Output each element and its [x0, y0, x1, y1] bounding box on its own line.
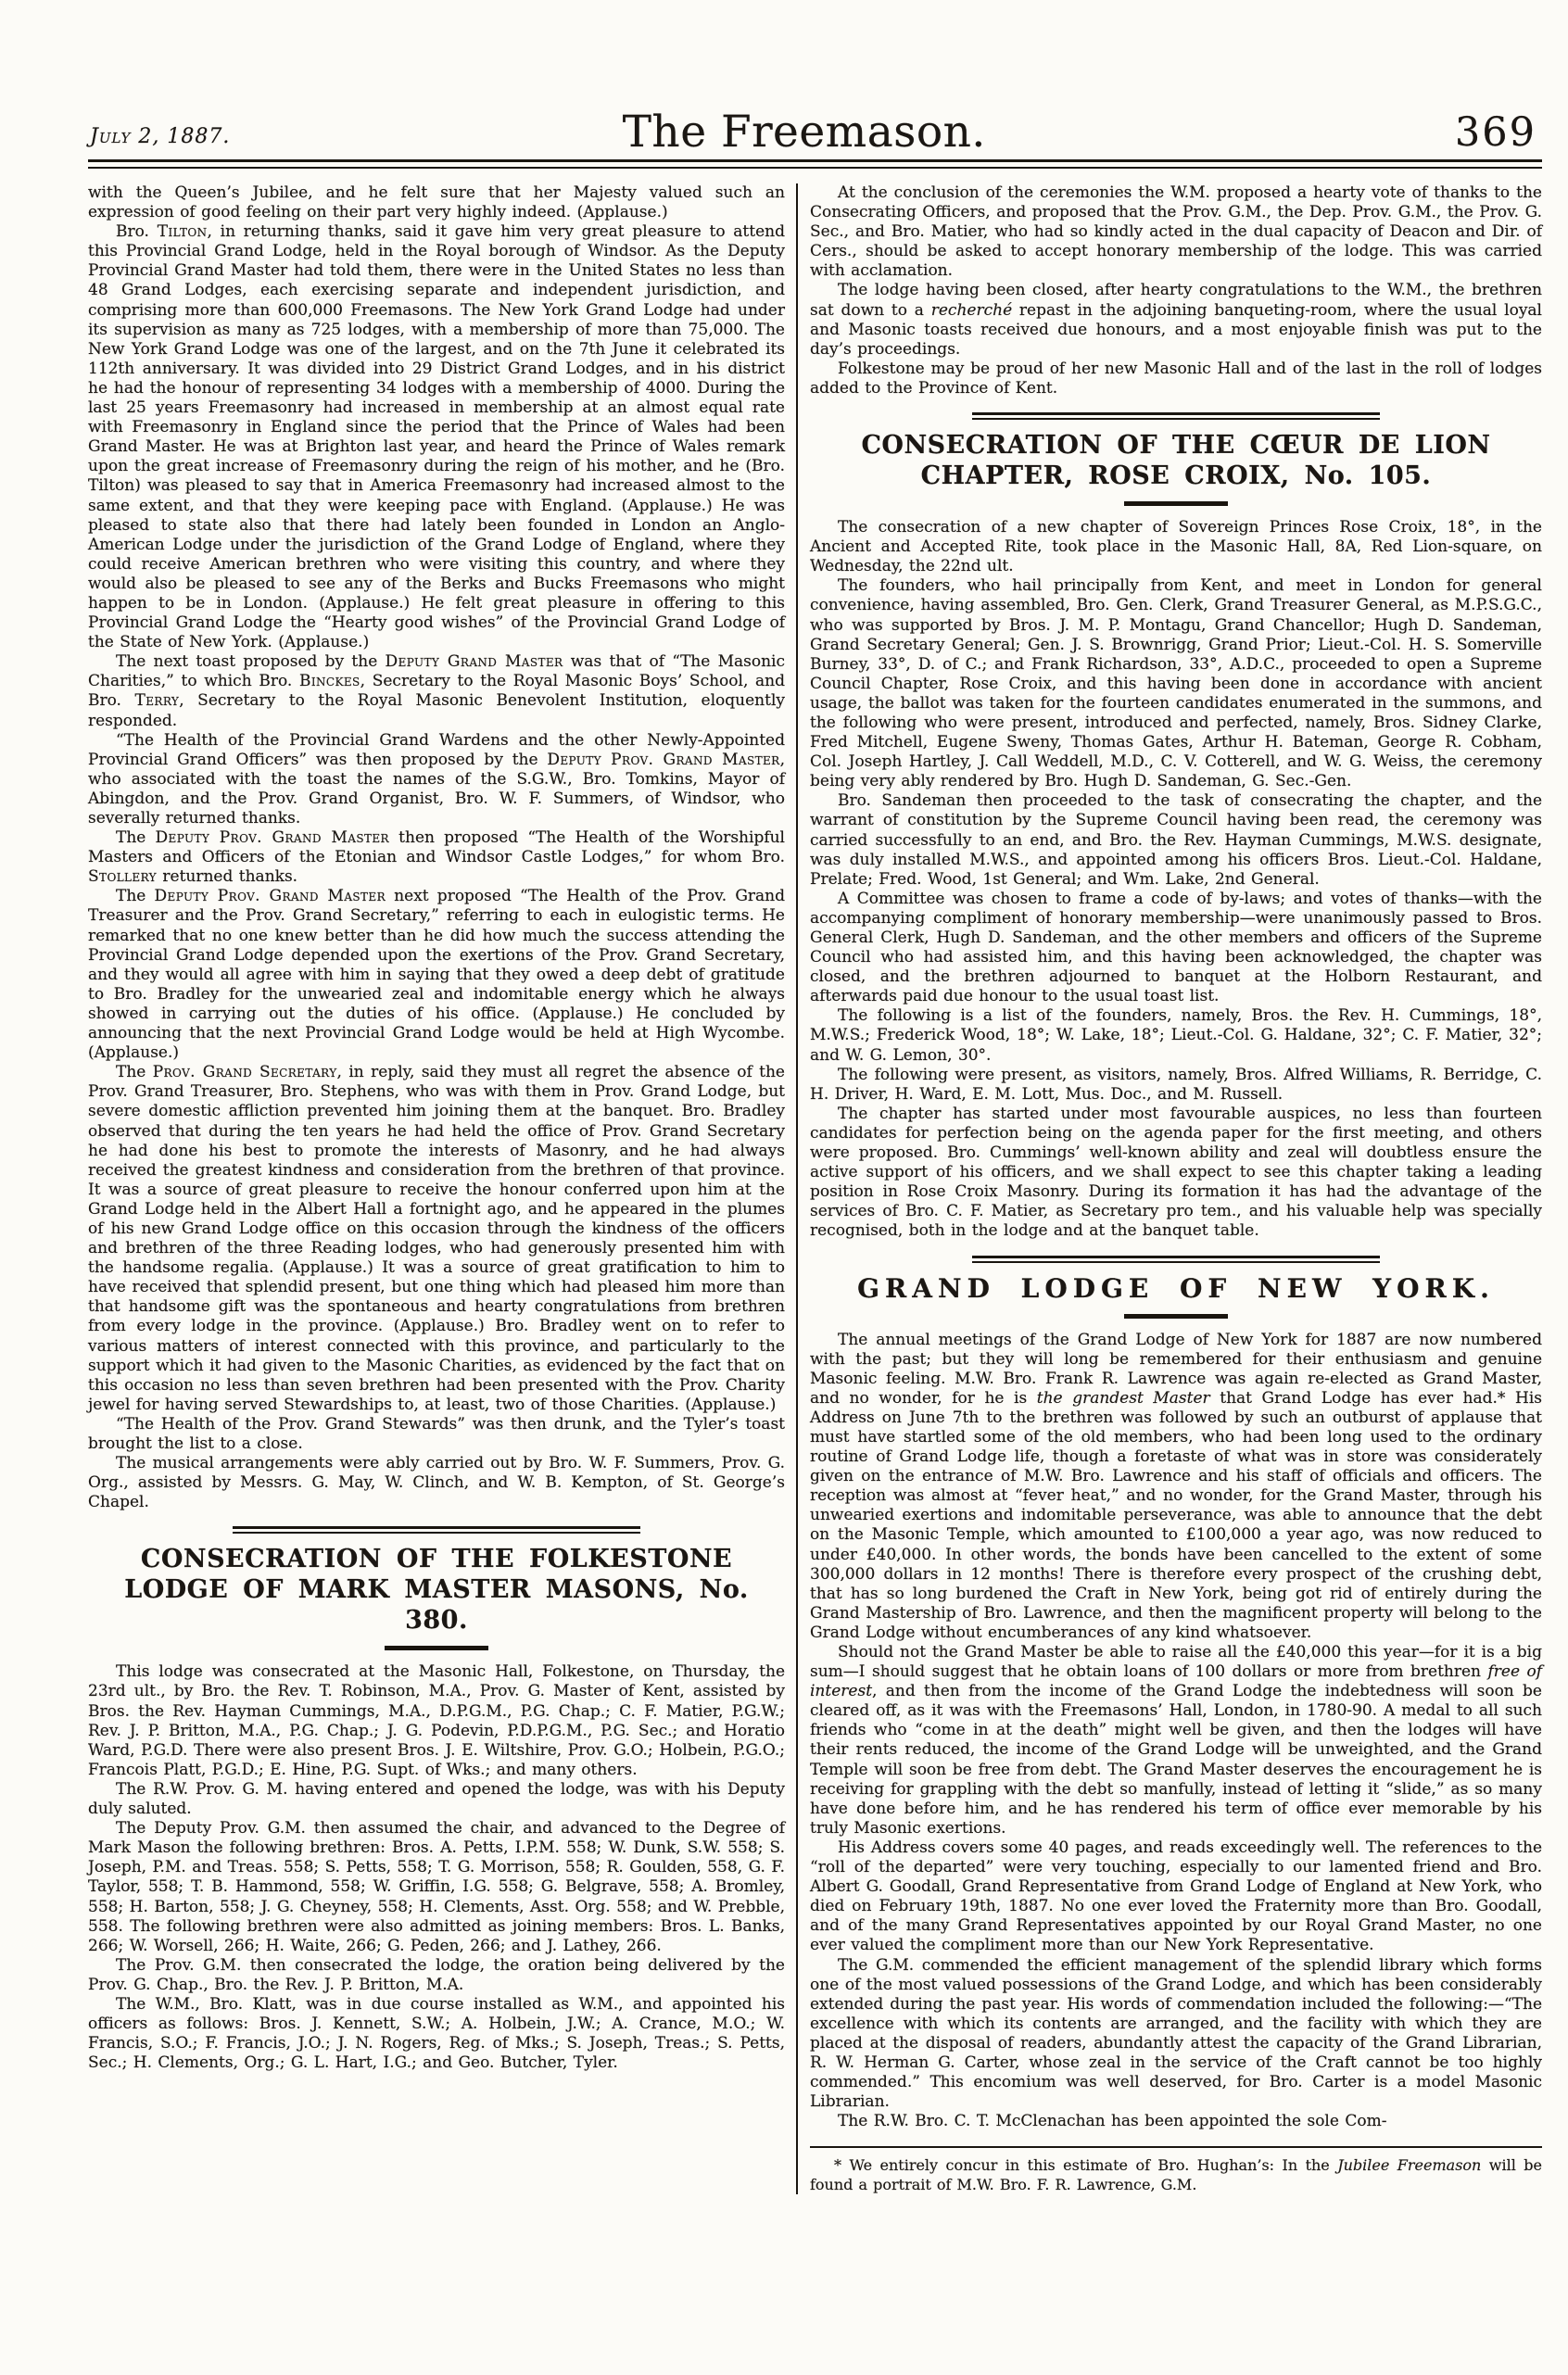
right-column	[810, 183, 1542, 2194]
footnote-section	[810, 2146, 1542, 2194]
column-divider	[796, 183, 798, 2194]
page-number: 369	[1454, 109, 1536, 156]
paragraph: The founders, who hail principally from Kent, and meet in London for general convenience, having assembled, Bro. Gen. Clerk, Grand Treasurer General, as M.P.S.G.C., who was supported by Bros. J. M. P. Montagu, Grand Chancellor; Hugh D. Sandeman, Grand Secretary General; Gen. J. S. Brownrigg, Grand Prior; Lieut.-Col. H. S. Somerville Burney, 33°, D. of C.; and Frank Richardson, 33°, A.D.C., proceeded to open a Supreme Council Chapter, Rose Croix, and this having been done in accordance with ancient usage, the ballot was taken for the fourteen candidates enumerated in the summons, and the following who were present, introduced and perfected, namely, Bros. Sidney Clarke, Fred Mitchell, Eugene Sweny, Thomas Gates, Arthur H. Bateman, George R. Cobham, Col. Joseph Hartley, J. Call Weddell, M.D., C. V. Cotterell, and W. G. Weiss, the ceremony being very ably rendered by Bro. Hugh D. Sandeman, G. Sec.-Gen.	[810, 576, 1542, 791]
paragraph: Folkestone may be proud of her new Masonic Hall and of the last in the roll of lodges added to the Province of Kent.	[810, 359, 1542, 398]
paragraph: The consecration of a new chapter of Sovereign Princes Rose Croix, 18°, in the Ancient and Accepted Rite, took place in the Masonic Hall, 8A, Red Lion-square, on Wednesday, the 22nd ult.	[810, 518, 1542, 576]
paragraph: Should not the Grand Master be able to raise all the £40,000 this year—for it is a big sum—I should suggest that he obtain loans of 100 dollars or more from brethren free of interest, and then from the income of the Grand Lodge the indebtedness will soon be cleared off, as it was with the Freemasons’ Hall, London, in 1780-90. A medal to all such friends who “come in at the death” might well be given, and then the lodges will have their rents reduced, the income of the Grand Lodge will be unweighted, and the Grand Temple will soon be free from debt. The Grand Master deserves the encouragement he is receiving for grappling with the debt so manfully, instead of letting it “slide,” as so many have done before him, and he has rendered his term of office ever memorable by his truly Masonic exertions.	[810, 1643, 1542, 1838]
article-divider	[233, 1526, 640, 1534]
paragraph: The Deputy Prov. G.M. then assumed the chair, and advanced to the Degree of Mark Mason the following brethren: Bros. A. Petts, I.P.M. 558; W. Dunk, S.W. 558; S. Joseph, P.M. and Treas. 558; S. Petts, 558; T. G. Morrison, 558; R. Goulden, 558, G. F. Taylor, 558; T. B. Hammond, 558; W. Griffin, I.G. 558; G. Belgrave, 558; A. Bromley, 558; H. Barton, 558; J. G. Cheyney, 558; H. Clements, Asst. Org. 558; and W. Prebble, 558. The following brethren were also admitted as joining members: Bros. L. Banks, 266; W. Worsell, 266; H. Waite, 266; G. Peden, 266; and J. Lathey, 266.	[88, 1819, 785, 1955]
paragraph: “The Health of the Prov. Grand Stewards” was then drunk, and the Tyler’s toast brought the list to a close.	[88, 1414, 785, 1453]
paragraph: The R.W. Prov. G. M. having entered and opened the lodge, was with his Deputy duly saluted.	[88, 1779, 785, 1819]
coeur-de-lion-article	[810, 518, 1542, 1241]
paragraph: This lodge was consecrated at the Masonic Hall, Folkestone, on Thursday, the 23rd ult., by Bro. the Rev. T. Robinson, M.A., Prov. G. Master of Kent, assisted by Bros. the Rev. Hayman Cummings, M.A., D.P.G.M., P.G. Chap.; C. F. Matier, P.G.W.; Rev. J. P. Britton, M.A., P.G. Chap.; J. G. Podevin, P.D.P.G.M., P.G. Sec.; and Horatio Ward, P.G.D. There were also present Bros. J. E. Wiltshire, Prov. G.O.; Holbein, P.G.O.; Francois Platt, P.G.D.; E. Hine, P.G. Supt. of Wks.; and many others.	[88, 1662, 785, 1779]
paragraph: The R.W. Bro. C. T. McClenachan has been appointed the sole Com-	[838, 2112, 1387, 2131]
content-columns	[88, 183, 1542, 2194]
provincial-grand-lodge-report-continuation	[88, 183, 785, 1512]
paragraph: His Address covers some 40 pages, and reads exceedingly well. The references to the “roll of the departed” were very touching, especially to our lamented friend and Bro. Albert G. Goodall, Grand Representative from Grand Lodge of England at New York, who died on February 19th, 1887. No one ever loved the Fraternity more than Bro. Goodall, and of the many Grand Representatives appointed by our Royal Grand Master, no one ever valued the compliment more than our New York Representative.	[810, 1838, 1542, 1955]
header-rule	[88, 159, 1542, 169]
paragraph: The G.M. commended the efficient management of the splendid library which forms one of the most valued possessions of the Grand Lodge, and which has been considerably extended during the past year. His words of commendation included the following:—“The excellence with which its contents are arranged, and the facility with which they are placed at the disposal of readers, abundantly attest the capacity of the Grand Librarian, R. W. Herman G. Carter, whose zeal in the service of the Craft cannot be too highly commended.” This encomium was well deserved, for Bro. Carter is a model Masonic Librarian.	[810, 1955, 1542, 2112]
paragraph: The chapter has started under most favourable auspices, no less than fourteen candidates for perfection being on the agenda paper for the first meeting, and others were proposed. Bro. Cummings’ well-known ability and zeal will doubtless ensure the active support of his officers, and we shall expect to see this chapter taking a leading position in Rose Croix Masonry. During its formation it has had the advantage of the services of Bro. C. F. Matier, as Secretary pro tem., and his valuable help was specially recognised, both in the lodge and at the banquet table.	[810, 1104, 1542, 1241]
paragraph: At the conclusion of the ceremonies the W.M. proposed a hearty vote of thanks to the Consecrating Officers, and proposed that the Prov. G.M., the Dep. Prov. G.M., the Prov. G. Sec., and Bro. Matier, who had so kindly acted in the dual capacity of Deacon and Dir. of Cers., should be asked to accept honorary membership of the lodge. This was carried with acclamation.	[810, 183, 1542, 281]
footnote-text: * We entirely concur in this estimate of Bro. Hughan’s: In the Jubilee Freemason will be found a portrait of M.W. Bro. F. R. Lawrence, G.M.	[810, 2156, 1542, 2193]
paragraph: The musical arrangements were ably carried out by Bro. W. F. Summers, Prov. G. Org., assisted by Messrs. G. May, W. Clinch, and W. B. Kempton, of St. George’s Chapel.	[88, 1454, 785, 1512]
paragraph: The Deputy Prov. Grand Master next proposed “The Health of the Prov. Grand Treasurer and the Prov. Grand Secretary,” referring to each in eulogistic terms. He remarked that no one knew better than he did how much the success attending the Provincial Grand Lodge depended upon the exertions of the Prov. Grand Secretary, and they would all agree with him in saying that they owed a deep debt of gratitude to Bro. Bradley for the unwearied zeal and indomitable energy which he always showed in carrying out the duties of his office. (Applause.) He concluded by announcing that the next Provincial Grand Lodge would be held at High Wycombe. (Applause.)	[88, 887, 786, 1063]
grand-lodge-new-york-headline: GRAND LODGE OF NEW YORK.	[857, 1272, 1495, 1304]
folkestone-report-continuation	[810, 183, 1542, 398]
paragraph: The Prov. G.M. then consecrated the lodge, the oration being delivered by the Prov. G. Chap., Bro. the Rev. J. P. Britton, M.A.	[88, 1955, 785, 1994]
paragraph: The following were present, as visitors, namely, Bros. Alfred Williams, R. Berridge, C. H. Driver, H. Ward, E. M. Lott, Mus. Doc., and M. Russell.	[810, 1065, 1542, 1104]
paragraph: “The Health of the Provincial Grand Wardens and the other Newly-Appointed Provincial Grand Officers” was then proposed by the Deputy Prov. Grand Master, who associated with the toast the names of the S.G.W., Bro. Tomkins, Mayor of Abingdon, and the Prov. Grand Organist, Bro. W. F. Summers, of Windsor, who severally returned thanks.	[88, 730, 785, 827]
page-header	[88, 0, 1542, 156]
headline-rule	[385, 1646, 488, 1650]
paragraph: The W.M., Bro. Klatt, was in due course installed as W.M., and appointed his officers as follows: Bros. J. Kennett, S.W.; A. Holbein, J.W.; A. Crance, M.O.; W. Francis, S.O.; F. Francis, J.O.; J. N. Rogers, Reg. of Mks.; S. Joseph, Treas.; S. Petts, Sec.; H. Clements, Org.; G. L. Hart, I.G.; and Geo. Butcher, Tyler.	[88, 1994, 785, 2073]
paragraph: A Committee was chosen to frame a code of by-laws; and votes of thanks—with the accompanying compliment of honorary membership—were unanimously passed to Bros. General Clerk, Hugh D. Sandeman, and the other members and officers of the Supreme Council who had assisted him, and this having been acknowledged, the chapter was closed, and the brethren adjourned to banquet at the Holborn Restaurant, and afterwards paid due honour to the usual toast list.	[810, 889, 1542, 1006]
paragraph: Bro. Sandeman then proceeded to the task of consecrating the chapter, and the warrant of constitution by the Supreme Council having been read, the ceremony was carried successfully to an end, and Bro. the Rev. Hayman Cummings, M.W.S. designate, was duly installed M.W.S., and appointed among his officers Bros. Lieut.-Col. Haldane, Prelate; Fred. Wood, 1st General; and Wm. Lake, 2nd General.	[810, 791, 1542, 889]
paragraph: The annual meetings of the Grand Lodge of New York for 1887 are now numbered with the past; but they will long be remembered for their enthusiasm and genuine Masonic feeling. M.W. Bro. Frank R. Lawrence was again re-elected as Grand Master, and no wonder, for he is the grandest Master that Grand Lodge has ever had.* His Address on June 7th to the brethren was followed by such an outburst of applause that must have startled some of the old members, who had been long used to the ordinary routine of Grand Lodge life, though a foretaste of what was in store was considerately given on the entrance of M.W. Bro. Lawrence and his staff of officials and officers. The reception was almost at “fever heat,” and no wonder, for the Grand Master, through his unwearied exertions and indomitable perseverance, was able to announce that the debt on the Masonic Temple, which amounted to £100,000 a year ago, was now reduced to under £40,000. In other words, the bonds have been cancelled to the extent of some 300,000 dollars in 12 months! There is therefore every prospect of the crushing debt, that has so long burdened the Craft in New York, being got rid of entirely during the Grand Mastership of Bro. Lawrence, and then the magnificent property will belong to the Grand Lodge without encumberances of any kind whatsoever.	[810, 1330, 1542, 1642]
folkestone-article-headline: CONSECRATION OF THE FOLKESTONE LODGE OF MARK MASTER MASONS, No. 380.	[124, 1545, 749, 1636]
left-column	[88, 183, 785, 2194]
paragraph: The lodge having been closed, after hearty congratulations to the W.M., the brethren sat down to a recherché repast in the adjoining banqueting-room, where the usual loyal and Masonic toasts received due honours, and a most enjoyable finish was put to the day’s proceedings.	[810, 281, 1542, 359]
coeur-de-lion-article-headline: CONSECRATION OF THE CŒUR DE LION CHAPTER, ROSE CROIX, No. 105.	[861, 431, 1491, 491]
paragraph: The Prov. Grand Secretary, in reply, said they must all regret the absence of the Prov. Grand Treasurer, Bro. Stephens, who was with them in Prov. Grand Lodge, but severe domestic affliction prevented him joining them at the banquet. Bro. Bradley observed that during the ten years he had held the office of Prov. Grand Secretary he had done his best to promote the interests of Masonry, and he had always received the greatest kindness and consideration from the brethren of that province. It was a source of great pleasure to receive the honour conferred upon him at the Grand Lodge held in the Albert Hall a fortnight ago, and he appeared in the plumes of his new Grand Lodge office on this occasion through the kindness of the officers and brethren of the three Reading lodges, who had generously presented him with the handsome regalia. (Applause.) It was a source of great gratification to him to have received that splendid present, but one thing which had pleased him more than that handsome gift was the spontaneous and hearty congratulations from brethren from every lodge in the province. (Applause.) Bro. Bradley went on to refer to various matters of interest connected with this province, and particularly to the support which it had given to the Masonic Charities, as evidenced by the fact that on this occasion no less than seven brethren had been presented with the Prov. Charity jewel for having served Stewardships to, at least, two of those Charities. (Applause.)	[88, 1063, 785, 1414]
article-divider	[972, 1256, 1380, 1263]
paragraph: The Deputy Prov. Grand Master then proposed “The Health of the Worshipful Masters and Officers of the Etonian and Windsor Castle Lodges,” for whom Bro. Stollery returned thanks.	[88, 828, 785, 887]
paragraph: The following is a list of the founders, namely, Bros. the Rev. H. Cummings, 18°, M.W.S.; Frederick Wood, 18°; W. Lake, 18°; Lieut.-Col. G. Haldane, 32°; C. F. Matier, 32°; and W. G. Lemon, 30°.	[810, 1006, 1542, 1065]
issue-date: July 2, 1887.	[90, 125, 231, 148]
paragraph: The next toast proposed by the Deputy Grand Master was that of “The Masonic Charities,” to which Bro. Binckes, Secretary to the Royal Masonic Boys’ School, and Bro. Terry, Secretary to the Royal Masonic Benevolent Institution, eloquently responded.	[88, 652, 785, 730]
headline-rule	[1124, 501, 1228, 506]
headline-rule	[1124, 1314, 1228, 1319]
paragraph: with the Queen’s Jubilee, and he felt sure that her Majesty valued such an expression of good feeling on their part very highly indeed. (Applause.)	[88, 183, 785, 222]
article-divider	[972, 412, 1380, 420]
paragraph: Bro. Tilton, in returning thanks, said it gave him very great pleasure to attend this Provincial Grand Lodge, held in the Royal borough of Windsor. As the Deputy Provincial Grand Master had told them, there were in the United States no less than 48 Grand Lodges, each exercising separate and independent jurisdiction, and comprising more than 600,000 Freemasons. The New York Grand Lodge had under its supervision as many as 725 lodges, with a membership of more than 75,000. The New York Grand Lodge was one of the largest, and on the 7th June it celebrated its 112th anniversary. It was divided into 29 District Grand Lodges, and in his district he had the honour of representing 34 lodges with a membership of 4000. During the last 25 years Freemasonry had increased in membership at an almost equal rate with Freemasonry in England since the period that the Prince of Wales had been Grand Master. He was at Brighton last year, and heard the Prince of Wales remark upon the great increase of Freemasonry during the reign of his mother, and he (Bro. Tilton) was pleased to say that in America Freemasonry had increased almost to the same extent, and that they were keeping pace with England. (Applause.) He was pleased to state also that there had lately been founded in London an Anglo-American Lodge under the jurisdiction of the Grand Lodge of England, where they could receive American brethren who were visiting this country, and where they would also be pleased to see any of the Berks and Bucks Freemasons who might happen to be in London. (Applause.) He felt great pleasure in offering to this Provincial Grand Lodge the “Hearty good wishes” of the Provincial Grand Lodge of the State of New York. (Applause.)	[88, 222, 785, 652]
folkestone-article	[88, 1662, 785, 2073]
masthead-title: The Freemason.	[622, 107, 986, 158]
grand-lodge-new-york-article	[810, 1331, 1542, 2132]
